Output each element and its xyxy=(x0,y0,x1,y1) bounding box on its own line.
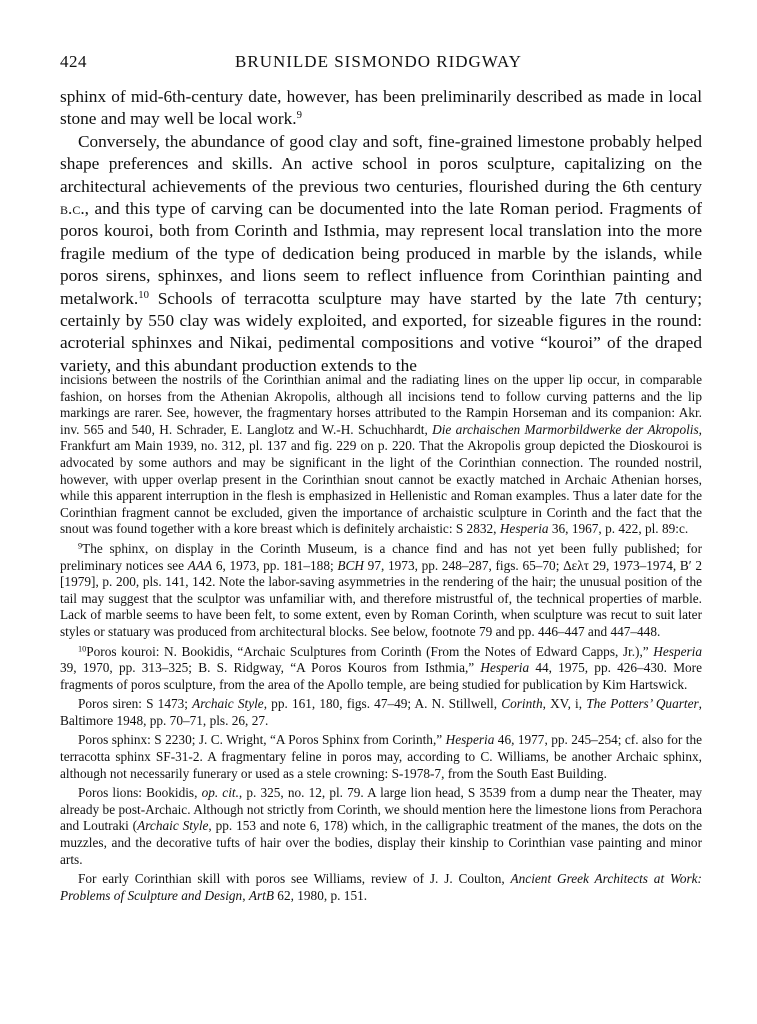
fn10-hesperia-1: Hesperia xyxy=(653,643,702,659)
fn-early-title: Ancient Greek Architects at Work: Problems of Sculpture and Design xyxy=(60,871,702,903)
fn-siren-corinth: Corinth xyxy=(501,696,543,712)
fn10-hesperia-2: Hesperia xyxy=(480,660,530,676)
fn-lions-op-cit: op. cit. xyxy=(201,785,239,801)
footnote-10-number: 10 xyxy=(78,643,87,653)
fn10-c: 44, 1975, pp. 426–430. More fragments of poros sculpture, from the area of the Apollo temple, are being studied for publication by Kim Hartswick. xyxy=(60,660,703,692)
footnote-9 xyxy=(60,541,702,641)
p2-text-a: Conversely, the abundance of good clay and soft, fine-grained limestone probably helped shape preferences and skills. An active school in poros sculpture, capitalizing on the architectural achievements of the previous two centuries, flourished during the 6th century xyxy=(60,131,702,196)
paragraph-1 xyxy=(60,86,702,131)
fn10-a: Poros kouroi: N. Bookidis, “Archaic Sculptures from Corinth (From the Notes of Edward Capps, Jr.),” xyxy=(86,643,654,659)
fn-lions-b: , p. 325, no. 12, pl. 79. A large lion head, S 3539 from a dump near the Theater, may already be post-Archaic. Although not strictly from Corinth, we should mention here the limestone lions from Perachora and Loutraki ( xyxy=(60,785,703,834)
fn-early-artb: ArtB xyxy=(248,887,274,903)
fn-cont-journal: Hesperia xyxy=(499,521,549,537)
fn9-c: 97, 1973, pp. 248–287, figs. 65–70; Δελτ 29, 1973–1974, B′ 2 [1979], p. 200, pls. 141, 142. Note the labor-saving asymmetries in the rendering of the hair; the unusual position of the tail may suggest that the sculptor was unfamiliar with, and therefore mistrustful of, the technical properties of marble. Lack of marble seems to have been felt, to some extent, even by Roman Corinth, when sculpture was recut to suit later styles or statuary was produced from architectural blocks. See below, footnote 79 and pp. 446–447 and 447–448. xyxy=(60,557,702,639)
fn-cont-c: 36, 1967, p. 422, pl. 89:c. xyxy=(548,521,689,537)
fn-sphinx-hesperia: Hesperia xyxy=(445,732,495,748)
fn-lions-c: , pp. 153 and note 6, 178) which, in the calligraphic treatment of the manes, the dots on the muzzles, and the decorative tufts of hair over the bodies, display their kinship to Corinthian vase painting and minor arts. xyxy=(60,818,703,867)
fn9-aaa: AAA xyxy=(187,557,213,573)
fn-siren-c: , XV, i, xyxy=(542,696,587,712)
fn-lions-archaic-style: Archaic Style xyxy=(137,818,209,834)
page-number: 424 xyxy=(60,52,87,71)
fn-siren-d: , Baltimore 1948, pp. 70–71, pls. 26, 27. xyxy=(60,696,702,728)
fn-cont-a: incisions between the nostrils of the Corinthian animal and the radiating lines on the upper lip occur, in comparable fashion, on horses from the Athenian Akropolis, although all incisions tend to follow curving patterns and the lip markings are rarer. See, however, the fragmentary horses attributed to the Rampin Horseman and its companion: Akr. inv. 565 and 540, H. Schrader, E. Langlotz and W.-H. Schuchhardt, xyxy=(60,372,702,437)
footnote-ref-9[interactable]: 9 xyxy=(296,109,302,122)
footnote-10 xyxy=(60,644,702,694)
fn-siren-potters-quarter: The Potters’ Quarter xyxy=(586,696,699,712)
era-bc: b.c. xyxy=(60,199,85,219)
running-head xyxy=(60,52,697,74)
fn-early-a: For early Corinthian skill with poros see Williams, review of J. J. Coulton, xyxy=(78,871,511,887)
footnote-continued xyxy=(60,372,702,538)
fn-sphinx-a: Poros sphinx: S 2230; J. C. Wright, “A Poros Sphinx from Corinth,” xyxy=(78,732,446,748)
fn9-bch: BCH xyxy=(337,557,364,573)
p1-text: sphinx of mid-6th-century date, however, has been preliminarily described as made in local stone and may well be local work. xyxy=(60,87,702,129)
fn-siren-b: , pp. 161, 180, figs. 47–49; A. N. Stillwell, xyxy=(263,696,502,712)
fn-cont-title: Die archaischen Marmorbildwerke der Akropolis xyxy=(432,421,699,437)
fn-siren-a: Poros siren: S 1473; xyxy=(78,696,193,712)
p2-text-c: Schools of terracotta sculpture may have started by the late 7th century; certainly by 550 clay was widely exploited, and exported, for sizeable figures in the round: acroterial sphinxes and Nikai, pedimental compositions and votive “kouroi” of the draped variety, and this abundant production extends to the xyxy=(60,288,702,375)
fn-early-c: 62, 1980, p. 151. xyxy=(273,887,368,903)
fn-early-b: , xyxy=(242,887,249,903)
footnote-poros-lions xyxy=(60,785,702,868)
footnote-poros-sphinx xyxy=(60,732,702,782)
fn9-a: The sphinx, on display in the Corinth Museum, is a chance find and has not yet been fully published; for preliminary notices see xyxy=(60,540,702,573)
footnote-early-corinthian xyxy=(60,871,702,904)
p2-text-b: , and this type of carving can be documented into the late Roman period. Fragments of poros kouroi, both from Corinth and Isthmia, may represent local translation into the more fragile medium of the type of dedication being produced in marble by the islands, while poros sirens, sphinxes, and lions seem to reflect influence from Corinthian painting and metalwork. xyxy=(60,199,702,308)
main-text xyxy=(60,86,702,377)
footnote-ref-10[interactable]: 10 xyxy=(138,288,149,301)
fn9-b: 6, 1973, pp. 181–188; xyxy=(212,557,338,573)
fn-lions-a: Poros lions: Bookidis, xyxy=(78,785,202,801)
footnotes xyxy=(60,372,702,907)
running-head-author: BRUNILDE SISMONDO RIDGWAY xyxy=(235,52,522,71)
fn10-b: 39, 1970, pp. 313–325; B. S. Ridgway, “A Poros Kouros from Isthmia,” xyxy=(60,660,481,676)
footnote-poros-siren xyxy=(60,696,702,729)
fn-sphinx-b: 46, 1977, pp. 245–254; cf. also for the terracotta sphinx SF-31-2. A fragmentary feline in poros may, according to C. Williams, be another Archaic sphinx, although not necessarily funerary or used as a stele crowning: S-1978-7, from the South East Building. xyxy=(60,732,703,781)
fn-siren-archaic-style: Archaic Style xyxy=(192,696,264,712)
footnote-9-number: 9 xyxy=(78,541,83,551)
paragraph-2 xyxy=(60,131,702,377)
fn-cont-b: , Frankfurt am Main 1939, no. 312, pl. 137 and fig. 229 on p. 220. That the Akropolis group depicted the Dioskouroi is advocated by some authors and may be significant in the light of the Corinthian connection. The rounded nostril, however, with upper overlap present in the Corinthian snout cannot be exactly matched in Archaic Athenian horses, while this apparent interruption in the flesh is emphasized in Hellenistic and Roman examples. Thus a later date for the Corinthian fragment cannot be excluded, given the importance of archaistic sculpture in Corinth and the fact that the snout was found together with a kore breast which is definitely archaistic: S 2832, xyxy=(60,421,702,537)
